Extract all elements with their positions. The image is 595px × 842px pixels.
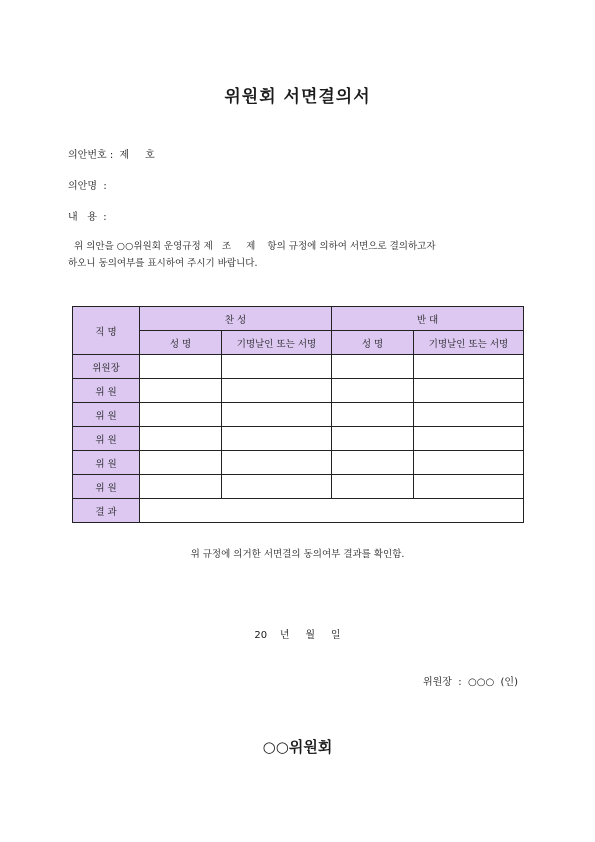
request-line-2: 하오니 동의여부를 표시하여 주시기 바랍니다. [68,258,258,269]
approve-name-cell[interactable] [140,355,222,379]
table-row [73,379,524,403]
row-label: 위 원 [73,451,140,475]
oppose-name-header: 성 명 [332,331,414,355]
oppose-signature-cell[interactable] [414,403,524,427]
date-line: 20 년 월 일 [254,630,341,641]
table-row [73,355,524,379]
oppose-signature-cell[interactable] [414,427,524,451]
approve-name-header: 성 명 [140,331,222,355]
result-label: 결 과 [73,499,140,523]
approve-name-cell[interactable] [140,475,222,499]
approve-signature-cell[interactable] [222,475,332,499]
oppose-name-cell[interactable] [332,451,414,475]
approve-name-cell[interactable] [140,403,222,427]
approve-signature-cell[interactable] [222,403,332,427]
approve-signature-cell[interactable] [222,427,332,451]
oppose-signature-cell[interactable] [414,451,524,475]
oppose-name-cell[interactable] [332,355,414,379]
oppose-signature-cell[interactable] [414,475,524,499]
oppose-name-cell[interactable] [332,475,414,499]
header-position: 직 명 [73,307,140,355]
oppose-name-cell[interactable] [332,403,414,427]
result-cell[interactable] [140,499,524,523]
oppose-signature-cell[interactable] [414,355,524,379]
agenda-number-field: 의안번호 : 제 호 [68,150,155,161]
oppose-signature-cell[interactable] [414,379,524,403]
table-row [73,427,524,451]
content-field: 내 용 : [68,212,107,223]
approve-signature-cell[interactable] [222,355,332,379]
row-label: 위 원 [73,475,140,499]
document-title: 위원회 서면결의서 [224,87,371,107]
header-oppose: 반 대 [332,307,524,331]
resolution-table [72,306,524,523]
result-row [73,499,524,523]
approve-signature-header: 기명날인 또는 서명 [222,331,332,355]
confirmation-text: 위 규정에 의거한 서면결의 동의여부 결과를 확인함. [190,549,405,560]
table-row [73,451,524,475]
row-label: 위원장 [73,355,140,379]
row-label: 위 원 [73,379,140,403]
approve-name-cell[interactable] [140,427,222,451]
oppose-name-cell[interactable] [332,427,414,451]
agenda-name-field: 의안명 : [68,181,107,192]
approve-name-cell[interactable] [140,451,222,475]
row-label: 위 원 [73,427,140,451]
approve-signature-cell[interactable] [222,451,332,475]
table-row [73,403,524,427]
oppose-name-cell[interactable] [332,379,414,403]
header-approve: 찬 성 [140,307,332,331]
row-label: 위 원 [73,403,140,427]
oppose-signature-header: 기명날인 또는 서명 [414,331,524,355]
organization-name: ○○위원회 [262,738,333,756]
approve-name-cell[interactable] [140,379,222,403]
table-row [73,475,524,499]
request-paragraph [68,238,436,272]
approve-signature-cell[interactable] [222,379,332,403]
request-line-1: 위 의안을 ○○위원회 운영규정 제 조 제 항의 규정에 의하여 서면으로 결의하고자 [68,241,436,252]
chair-signature-line: 위원장 : ○○○ (인) [422,677,518,688]
